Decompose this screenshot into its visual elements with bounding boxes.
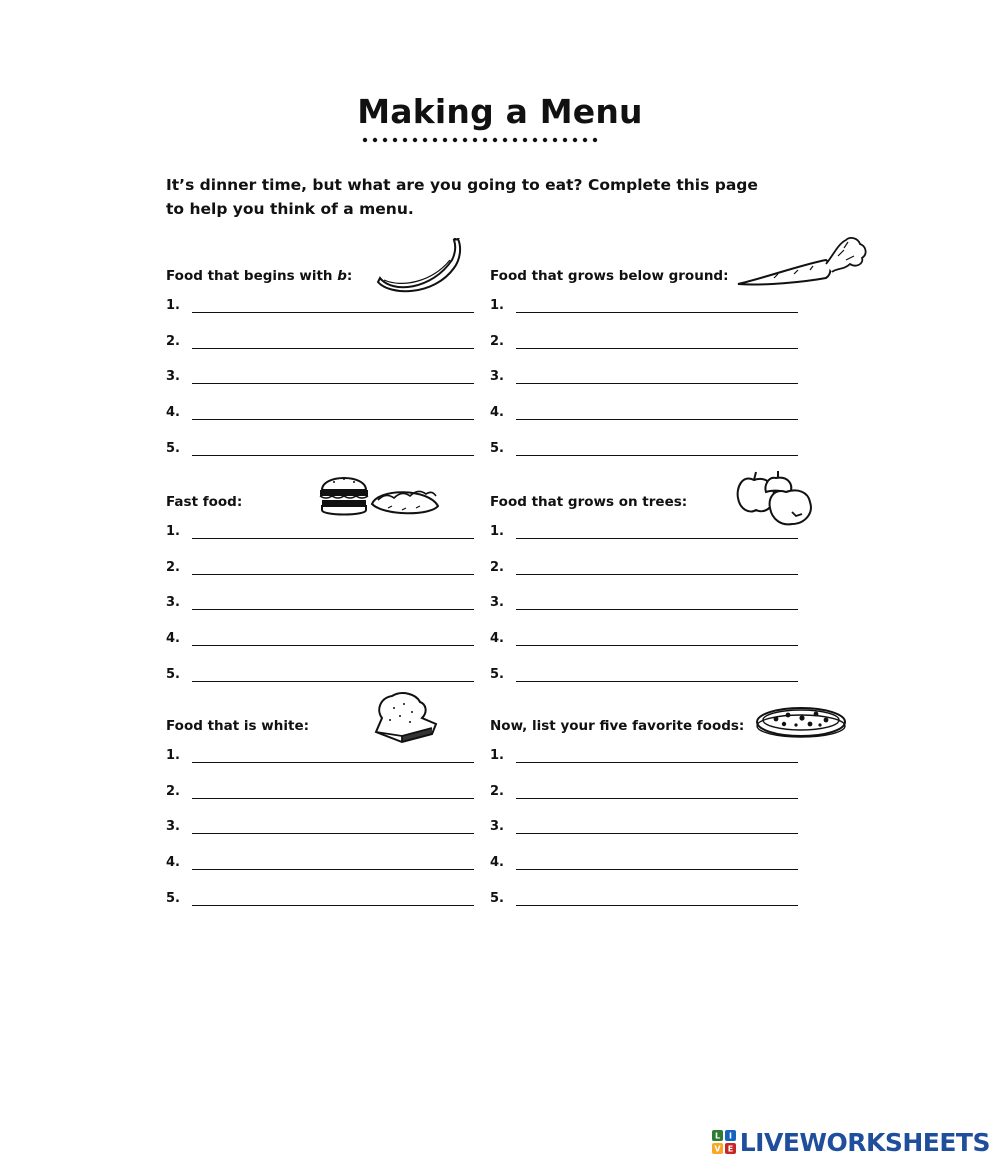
answer-line[interactable] — [192, 645, 474, 646]
section-header — [166, 258, 486, 298]
row-number: 5. — [490, 440, 504, 456]
title-dotted-underline — [362, 136, 602, 144]
row-number: 1. — [490, 298, 504, 313]
answer-line[interactable] — [192, 681, 474, 682]
answer-line[interactable] — [192, 762, 474, 763]
logo-letter-l: L — [714, 1131, 720, 1141]
row-number: 3. — [490, 819, 504, 835]
answer-line[interactable] — [192, 419, 474, 420]
row-number: 3. — [490, 595, 504, 611]
row-number: 5. — [166, 890, 180, 906]
section-header — [490, 484, 810, 524]
row-number: 4. — [166, 631, 180, 647]
brand-name: LIVEWORKSHEETS — [739, 1127, 990, 1157]
row-number: 1. — [166, 748, 180, 763]
answer-line[interactable] — [516, 419, 798, 420]
list-item — [166, 437, 486, 473]
section-header — [166, 708, 486, 748]
answer-line[interactable] — [192, 609, 474, 610]
logo-letter-v: V — [714, 1144, 721, 1154]
row-number: 5. — [490, 890, 504, 906]
list-item — [490, 294, 810, 330]
answer-line[interactable] — [516, 833, 798, 834]
list-item — [166, 627, 486, 663]
section-white-food — [166, 708, 486, 906]
carrot-icon — [734, 234, 870, 292]
list-item — [490, 591, 810, 627]
row-number: 3. — [166, 819, 180, 835]
list-item — [490, 520, 810, 556]
bread-icon — [372, 688, 442, 744]
list-item — [166, 744, 486, 780]
list-item — [166, 330, 486, 366]
section-label: Food that is white: — [166, 718, 309, 734]
burger-taco-icon — [318, 470, 448, 522]
page-title: Making a Menu — [357, 92, 643, 131]
answer-line[interactable] — [192, 574, 474, 575]
row-number: 3. — [490, 369, 504, 385]
list-item — [166, 365, 486, 401]
list-item — [490, 365, 810, 401]
section-grows-on-trees — [490, 484, 810, 682]
list-item — [166, 294, 486, 330]
list-item — [490, 556, 810, 592]
list-item — [166, 780, 486, 816]
answer-rows — [490, 294, 810, 472]
answer-line[interactable] — [516, 348, 798, 349]
list-item — [490, 627, 810, 663]
section-header — [490, 258, 810, 298]
list-item — [490, 780, 810, 816]
section-label: Food that begins with b: — [166, 268, 353, 284]
row-number: 4. — [166, 855, 180, 871]
section-header — [490, 708, 810, 748]
row-number: 2. — [490, 333, 504, 349]
row-number: 2. — [166, 783, 180, 799]
list-item — [490, 887, 810, 923]
list-item — [490, 851, 810, 887]
answer-line[interactable] — [516, 869, 798, 870]
row-number: 4. — [490, 855, 504, 871]
answer-line[interactable] — [516, 312, 798, 313]
logo-letter-i: I — [728, 1131, 732, 1141]
section-below-ground — [490, 258, 810, 456]
list-item — [166, 815, 486, 851]
answer-line[interactable] — [516, 538, 798, 539]
logo-letter-e: E — [727, 1144, 733, 1154]
list-item — [166, 887, 486, 923]
row-number: 1. — [166, 298, 180, 313]
row-number: 1. — [490, 524, 504, 539]
list-item — [166, 591, 486, 627]
answer-line[interactable] — [516, 609, 798, 610]
row-number: 3. — [166, 369, 180, 385]
answer-line[interactable] — [192, 312, 474, 313]
answer-line[interactable] — [192, 538, 474, 539]
section-begins-with-b — [166, 258, 486, 456]
answer-rows — [166, 520, 486, 698]
row-number: 4. — [490, 631, 504, 647]
row-number: 4. — [166, 405, 180, 421]
banana-icon — [372, 238, 462, 298]
row-number: 5. — [166, 440, 180, 456]
row-number: 3. — [166, 595, 180, 611]
list-item — [166, 401, 486, 437]
list-item — [490, 744, 810, 780]
answer-line[interactable] — [516, 645, 798, 646]
list-item — [166, 556, 486, 592]
row-number: 1. — [166, 524, 180, 539]
answer-line[interactable] — [192, 798, 474, 799]
answer-rows — [166, 744, 486, 922]
row-number: 4. — [490, 405, 504, 421]
apples-icon — [736, 468, 816, 528]
intro-line-2: to help you think of a menu. — [166, 200, 414, 218]
section-label: Food that grows below ground: — [490, 268, 729, 284]
answer-line[interactable] — [516, 383, 798, 384]
intro-line-1: It’s dinner time, but what are you going to eat? Complete this page — [166, 176, 758, 194]
answer-line[interactable] — [516, 574, 798, 575]
pizza-icon — [754, 704, 848, 740]
row-number: 2. — [166, 333, 180, 349]
answer-line[interactable] — [192, 833, 474, 834]
answer-line[interactable] — [192, 383, 474, 384]
answer-line[interactable] — [516, 681, 798, 682]
answer-line[interactable] — [192, 455, 474, 456]
list-item — [490, 663, 810, 699]
answer-line[interactable] — [192, 348, 474, 349]
list-item — [490, 330, 810, 366]
answer-rows — [490, 744, 810, 922]
section-fast-food — [166, 484, 486, 682]
answer-rows — [166, 294, 486, 472]
list-item — [166, 520, 486, 556]
section-favorite-foods — [490, 708, 810, 906]
section-header — [166, 484, 486, 524]
list-item — [490, 401, 810, 437]
liveworksheets-brand[interactable] — [712, 1127, 990, 1157]
row-number: 2. — [166, 559, 180, 575]
answer-line[interactable] — [516, 455, 798, 456]
title-block — [0, 92, 1000, 131]
list-item — [490, 815, 810, 851]
row-number: 2. — [490, 559, 504, 575]
section-label: Food that grows on trees: — [490, 494, 688, 510]
section-label: Fast food: — [166, 494, 243, 510]
answer-line[interactable] — [516, 905, 798, 906]
answer-line[interactable] — [516, 762, 798, 763]
section-label: Now, list your five favorite foods: — [490, 718, 745, 734]
answer-rows — [490, 520, 810, 698]
list-item — [166, 851, 486, 887]
intro-text — [166, 173, 826, 221]
row-number: 1. — [490, 748, 504, 763]
answer-line[interactable] — [192, 869, 474, 870]
liveworksheets-logo-icon — [712, 1130, 736, 1154]
row-number: 5. — [490, 666, 504, 682]
answer-line[interactable] — [192, 905, 474, 906]
row-number: 5. — [166, 666, 180, 682]
row-number: 2. — [490, 783, 504, 799]
answer-line[interactable] — [516, 798, 798, 799]
